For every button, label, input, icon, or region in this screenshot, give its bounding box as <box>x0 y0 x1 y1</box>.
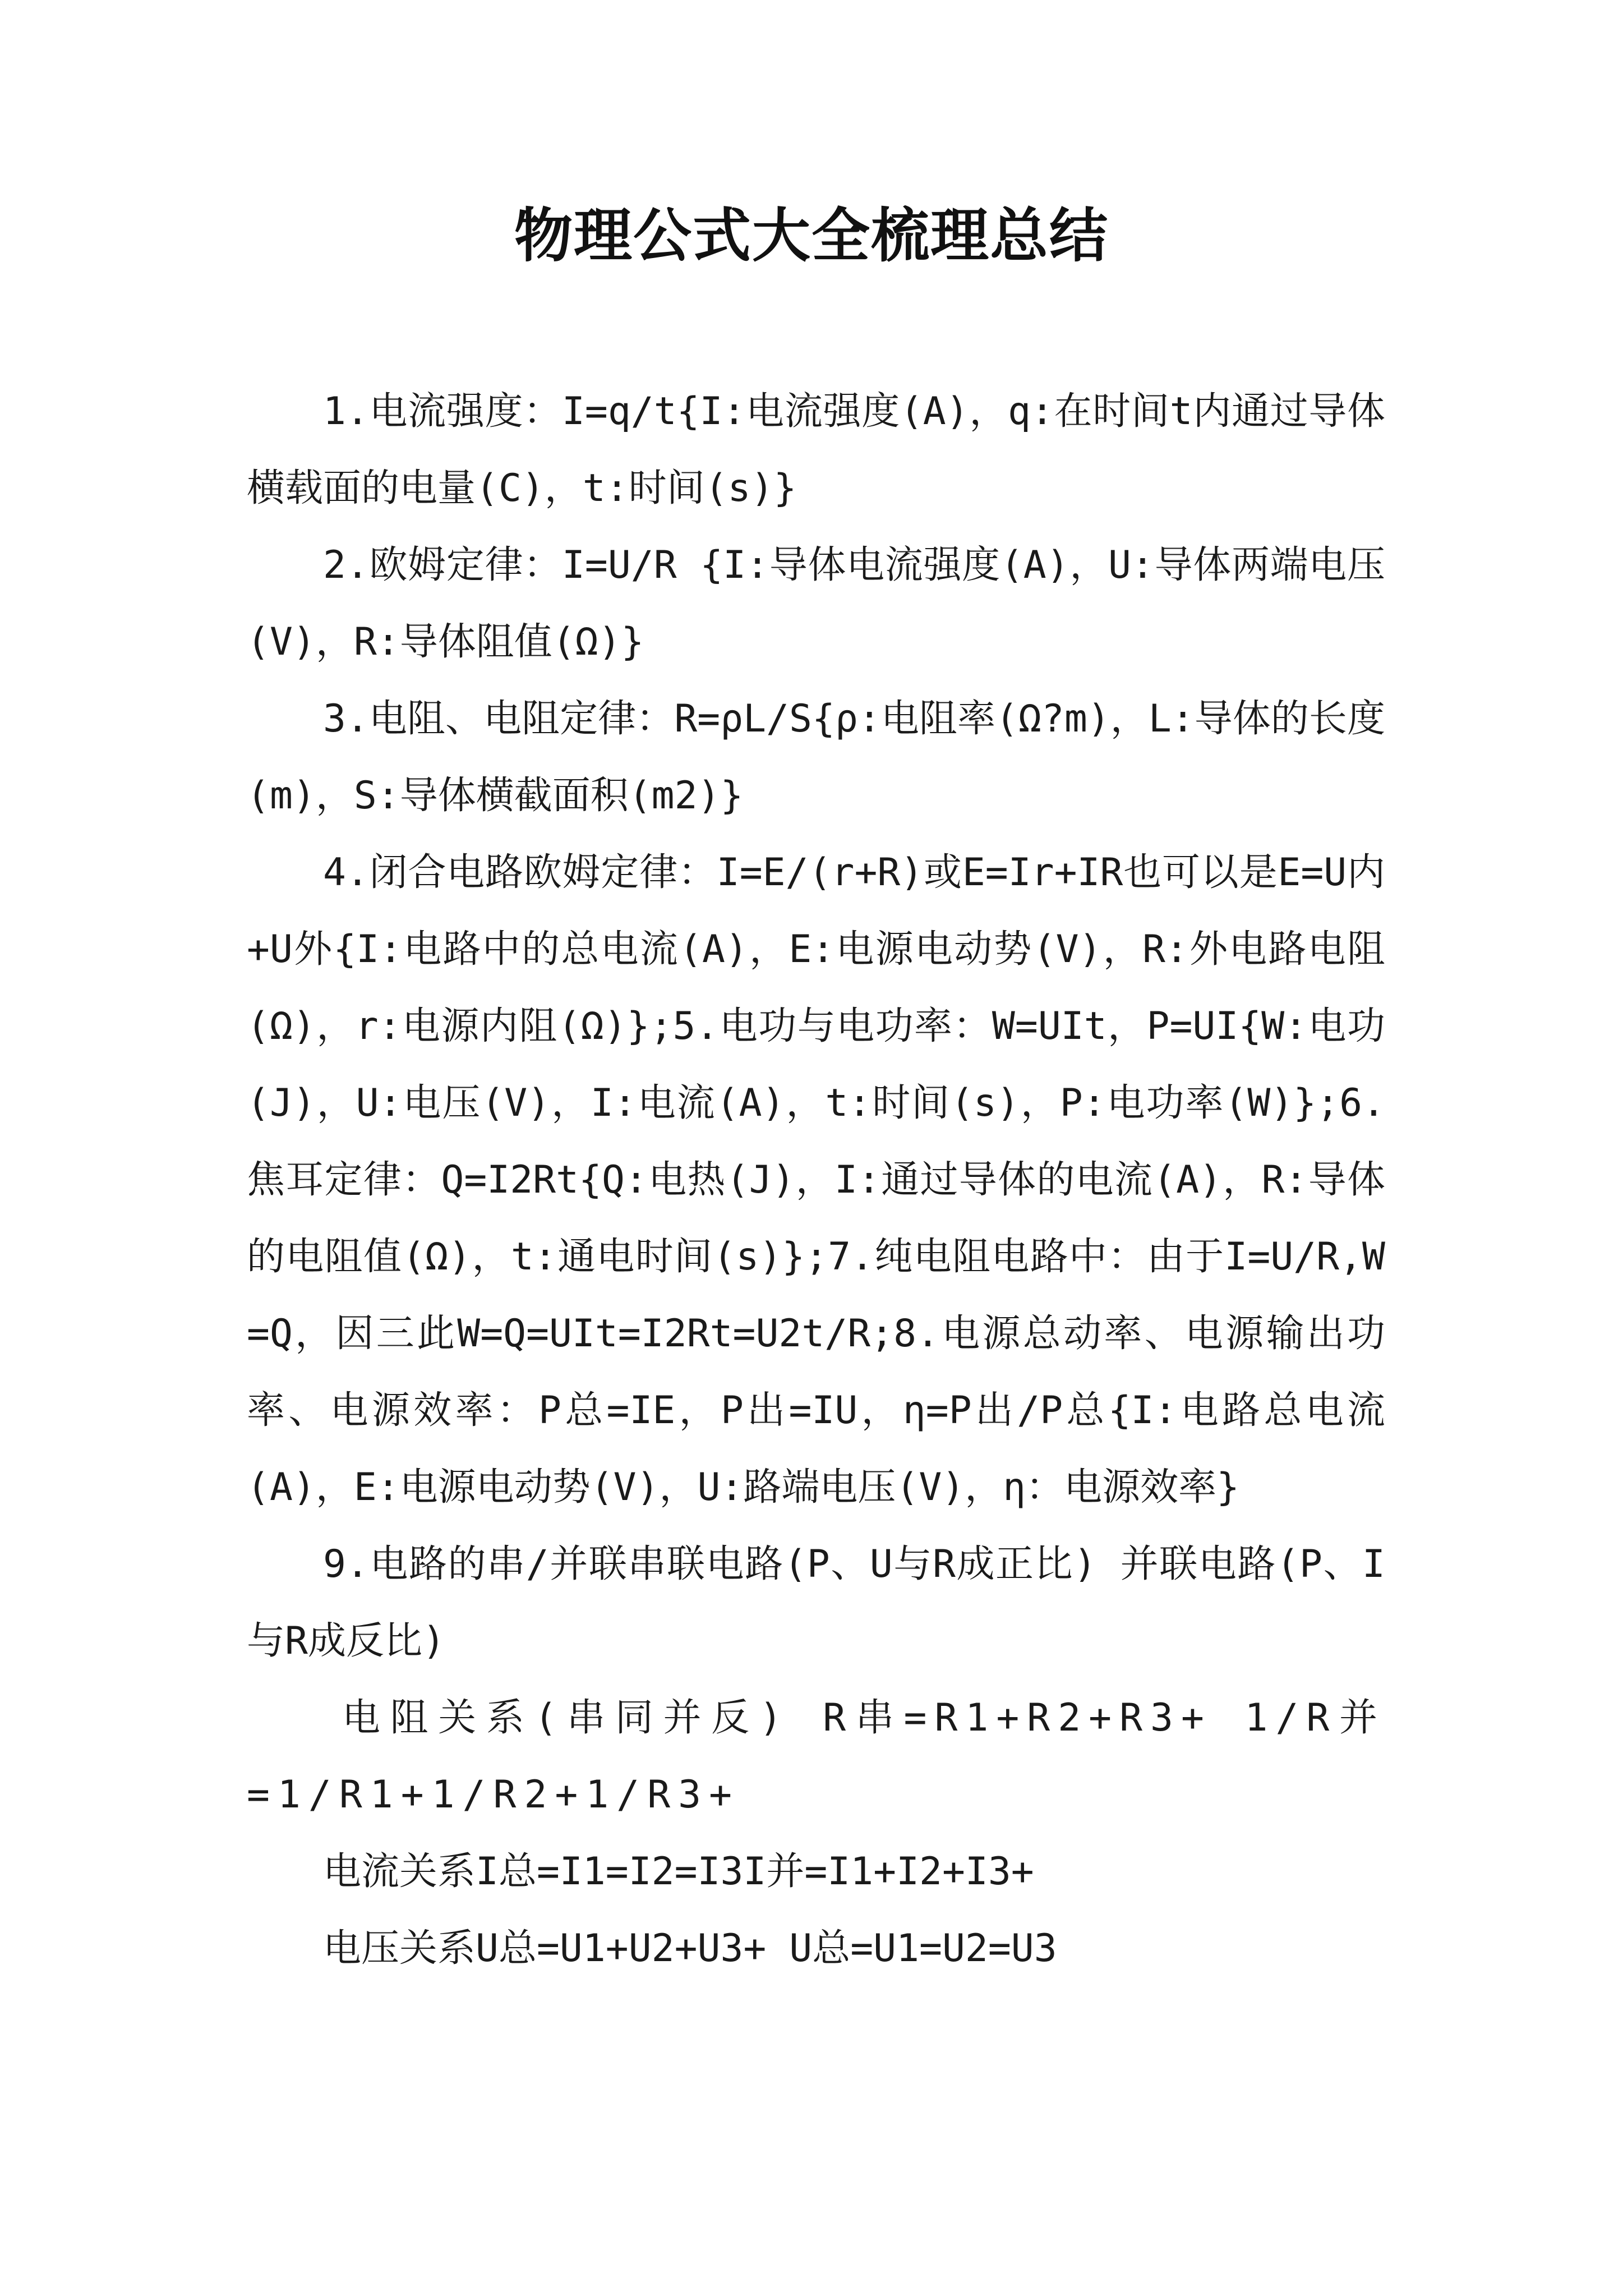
paragraph-voltage-relation: 电压关系U总=U1+U2+U3+ U总=U1=U2=U3 <box>323 1926 1057 1971</box>
paragraph-current-relation: 电流关系I总=I1=I2=I3I并=I1+I2+I3+ <box>323 1849 1034 1894</box>
document-title: 物理公式大全梳理总结 <box>514 201 1109 270</box>
paragraph-ohms-law: 2.欧姆定律：I=U/R {I:导体电流强度(A)，U:导体两端电压(V)，R:导体阻值(Ω)} <box>247 543 1385 664</box>
document-body <box>247 373 1385 1987</box>
paragraph-series-parallel: 9.电路的串/并联串联电路(P、U与R成正比) 并联电路(P、I与R成反比) <box>247 1542 1385 1663</box>
paragraph-current-intensity: 1.电流强度：I=q/t{I:电流强度(A)，q:在时间t内通过导体横载面的电量(C)，t:时间(s)} <box>247 389 1385 510</box>
paragraph-resistance-law: 3.电阻、电阻定律：R=ρL/S{ρ:电阻率(Ω?m)，L:导体的长度(m)，S:导体横截面积(m2)} <box>247 697 1385 818</box>
paragraph-closed-circuit: 4.闭合电路欧姆定律：I=E/(r+R)或E=Ir+IR也可以是E=U内+U外{I:电路中的总电流(A)，E:电源电动势(V)，R:外电路电阻(Ω)，r:电源内阻(Ω)};5.电功与电功率：W=UIt，P=UI{W:电功(J)，U:电压(V)，I:电流(A)，t:时间(s)，P:电功率(W)};6.焦耳定律：Q=I2Rt{Q:电热(J)，I:通过导体的电流(A)，R:导体的电阻值(Ω)，t:通电时间(s)};7.纯电阻电路中：由于I=U/R,W=Q，因三此W=Q=UIt=I2Rt=U2t/R;8.电源总动率、电源输出功率、电源效率：P总=IE，P出=IU，η=P出/P总{I:电路总电流(A)，E:电源电动势(V)，U:路端电压(V)，η：电源效率} <box>247 850 1385 1510</box>
paragraph-resistance-relation: 电阻关系(串同并反) R串=R1+R2+R3+ 1/R并=1/R1+1/R2+1/R3+ <box>247 1696 1385 1817</box>
